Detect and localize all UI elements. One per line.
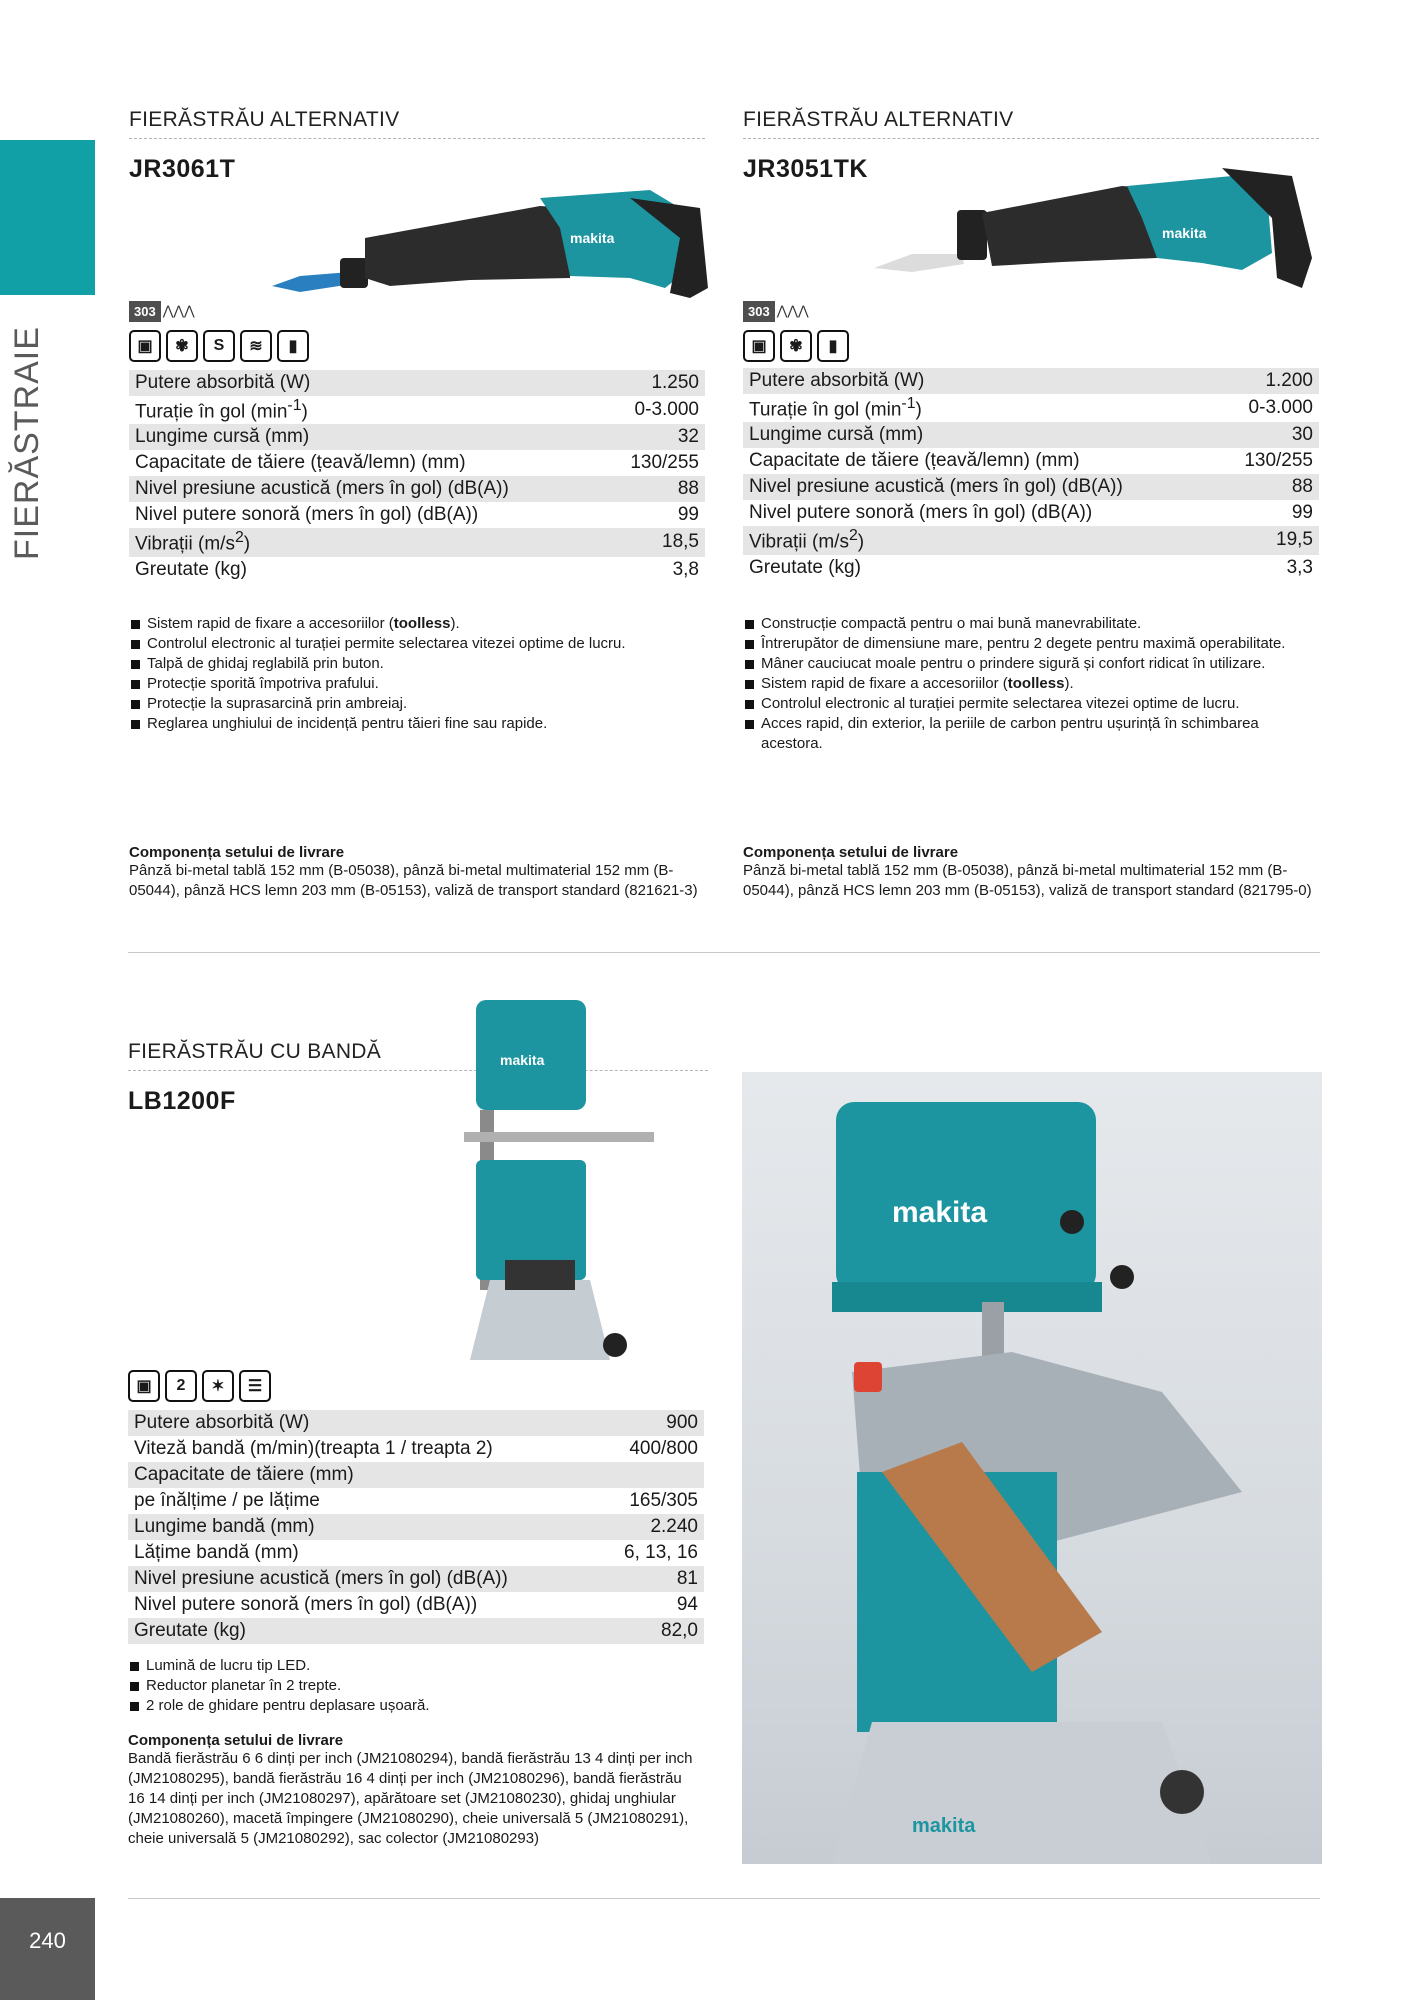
table-row: Capacitate de tăiere (mm) — [128, 1462, 704, 1488]
table-row: Lungime cursă (mm) 30 — [743, 422, 1319, 448]
product-category: FIERĂSTRĂU ALTERNATIV — [129, 108, 705, 139]
table-row: Lungime bandă (mm) 2.240 — [128, 1514, 704, 1540]
product-category: FIERĂSTRĂU ALTERNATIV — [743, 108, 1319, 139]
table-row: Greutate (kg) 3,8 — [135, 558, 699, 580]
product-model: JR3051TK — [743, 155, 868, 183]
product-model: JR3061T — [129, 155, 236, 183]
double-insulation-icon: ▣ — [743, 330, 775, 362]
table-row: Putere absorbită (W) 1.250 — [129, 370, 705, 396]
list-item: Controlul electronic al turației permite selectarea vitezei optime de lucru. — [743, 694, 1323, 714]
list-item: Controlul electronic al turației permite selectarea vitezei optime de lucru. — [129, 634, 709, 654]
delivery-set-text: Pânză bi-metal tablă 152 mm (B-05038), pânză bi-metal multimaterial 152 mm (B-05044), pânză HCS lemn 203 mm (B-05153), valiză de transport standard (821795-0) — [743, 862, 1312, 899]
delivery-set — [128, 1732, 700, 1849]
delivery-set — [129, 844, 705, 901]
stroke-badge-number: 303 — [129, 301, 161, 322]
list-item: Reglarea unghiului de incidență pentru tăieri fine sau rapide. — [129, 714, 709, 734]
saw-wave-icon: ⋀⋀⋀ — [162, 303, 195, 318]
table-row: Vibrații $(m/s^2)$ 18,5 — [129, 528, 705, 556]
table-row: Turație în gol $(\min^{-1})$ 0-3.000 — [749, 395, 1313, 421]
case-icon: ▮ — [277, 330, 309, 362]
table-row: Vibrații $(m/s^2)$ 19,5 — [743, 526, 1319, 554]
saw-wave-icon: ⋀⋀⋀ — [776, 303, 809, 318]
band-saw-image — [450, 990, 670, 1390]
spec-table — [128, 1410, 704, 1644]
table-row: Turație în gol $(\min^{-1})$ 0-3.000 — [135, 397, 699, 423]
list-item: Reductor planetar în 2 trepte. — [128, 1676, 708, 1696]
reciprocating-saw-image — [270, 168, 710, 308]
section-divider — [128, 952, 1320, 953]
list-item: Acces rapid, din exterior, la periile de carbon pentru ușurință în schimbarea acestora. — [743, 714, 1323, 754]
spec-table — [743, 368, 1319, 581]
feature-icons — [743, 330, 1319, 362]
table-row: Nivel putere sonoră (mers în gol) (dB(A)) 99 — [135, 504, 699, 526]
table-row: Nivel presiune acustică (mers în gol) (dB(A)) 88 — [129, 476, 705, 502]
stroke-badge — [743, 300, 809, 322]
list-item: Talpă de ghidaj reglabilă prin buton. — [129, 654, 709, 674]
delivery-set-label: Componența setului de livrare — [128, 1732, 344, 1749]
band-saw-photo — [742, 1072, 1322, 1864]
feature-icons — [128, 1370, 704, 1402]
delivery-set-text: Bandă fierăstrău 6 6 dinți per inch (JM21080294), bandă fierăstrău 13 4 dinți per inch (JM21080295), bandă fierăstrău 16 4 dinți per inch (JM21080296), bandă fierăstrău 16 14 dinți per inch (JM21080297), apărătoare set (JM21080230), ghidaj unghiular (JM21080260), macetă împingere (JM21080290), cheie universală 5 (JM21080291), cheie universală 5 (JM21080292), sac colector (JM21080293) — [128, 1750, 693, 1847]
list-item: Întrerupător de dimensiune mare, pentru 2 degete pentru maximă operabilitate. — [743, 634, 1323, 654]
sidebar-accent — [0, 140, 95, 295]
stroke-badge-number: 303 — [743, 301, 775, 322]
brand-logo: makita — [912, 1815, 976, 1837]
feature-icons — [129, 330, 705, 362]
stroke-badge — [129, 300, 195, 322]
product-category: FIERĂSTRĂU CU BANDĂ — [128, 1040, 708, 1071]
list-item: Sistem rapid de fixare a accesoriilor (toolless). — [129, 614, 709, 634]
table-row: Putere absorbită (W) 1.200 — [743, 368, 1319, 394]
table-row: Putere absorbită (W) 900 — [128, 1410, 704, 1436]
table-row: pe înălțime / pe lățime 165/305 — [134, 1490, 698, 1511]
double-insulation-icon: ▣ — [129, 330, 161, 362]
delivery-set — [743, 844, 1319, 901]
table-row: Lungime cursă (mm) 32 — [129, 424, 705, 450]
list-item: 2 role de ghidare pentru deplasare ușoară. — [128, 1696, 708, 1716]
table-row: Nivel presiune acustică (mers în gol) (dB(A)) 81 — [128, 1566, 704, 1592]
list-item: Protecție sporită împotriva prafului. — [129, 674, 709, 694]
product-jr3051tk-details — [743, 292, 1319, 581]
brand-logo: makita — [892, 1196, 988, 1229]
variable-speed-icon: ✾ — [166, 330, 198, 362]
delivery-set-text: Pânză bi-metal tablă 152 mm (B-05038), pânză bi-metal multimaterial 152 mm (B-05044), pânză HCS lemn 203 mm (B-05153), valiză de transport standard (821621-3) — [129, 862, 698, 899]
feature-list — [743, 614, 1323, 754]
table-row: Viteză bandă (m/min)(treapta 1 / treapta 2) 400/800 — [134, 1438, 698, 1459]
product-lb1200f-details — [128, 1362, 704, 1644]
product-model: LB1200F — [128, 1087, 236, 1115]
table-row: Capacitate de tăiere (țeavă/lemn) (mm) 130/255 — [135, 452, 699, 474]
list-item: Lumină de lucru tip LED. — [128, 1656, 708, 1676]
case-icon: ▮ — [817, 330, 849, 362]
list-item: Sistem rapid de fixare a accesoriilor (toolless). — [743, 674, 1323, 694]
delivery-set-label: Componența setului de livrare — [129, 844, 345, 861]
brand-logo: makita — [1162, 225, 1207, 241]
feature-list — [128, 1656, 708, 1716]
led-light-icon: ☰ — [239, 1370, 271, 1402]
bevel-table-icon: ✶ — [202, 1370, 234, 1402]
page-number: 240 — [29, 1928, 66, 1953]
feature-list — [129, 614, 709, 734]
table-row: Greutate (kg) 82,0 — [128, 1618, 704, 1644]
two-speed-icon: 2 — [165, 1370, 197, 1402]
product-jr3061t-details — [129, 292, 705, 583]
table-row: Greutate (kg) 3,3 — [749, 556, 1313, 578]
list-item: Construcție compactă pentru o mai bună manevrabilitate. — [743, 614, 1323, 634]
brand-logo: makita — [500, 1052, 545, 1068]
list-item: Protecție la suprasarcină prin ambreiaj. — [129, 694, 709, 714]
section-label: FIERĂSTRAIE — [8, 326, 46, 560]
table-row: Nivel putere sonoră (mers în gol) (dB(A)) 94 — [134, 1594, 698, 1615]
section-divider — [128, 1898, 1320, 1899]
variable-speed-icon: ✾ — [780, 330, 812, 362]
spec-table — [129, 370, 705, 583]
reciprocating-saw-image — [872, 158, 1312, 308]
table-row: Capacitate de tăiere (țeavă/lemn) (mm) 130/255 — [749, 450, 1313, 472]
anti-vibration-icon: ≋ — [240, 330, 272, 362]
table-row: Nivel putere sonoră (mers în gol) (dB(A)) 99 — [749, 502, 1313, 524]
list-item: Mâner cauciucat moale pentru o prindere sigură și confort ridicat în utilizare. — [743, 654, 1323, 674]
table-row: Nivel presiune acustică (mers în gol) (dB(A)) 88 — [743, 474, 1319, 500]
brand-logo: makita — [570, 230, 615, 246]
soft-start-icon: S — [203, 330, 235, 362]
double-insulation-icon: ▣ — [128, 1370, 160, 1402]
delivery-set-label: Componența setului de livrare — [743, 844, 959, 861]
table-row: Lățime bandă (mm) 6, 13, 16 — [134, 1542, 698, 1563]
